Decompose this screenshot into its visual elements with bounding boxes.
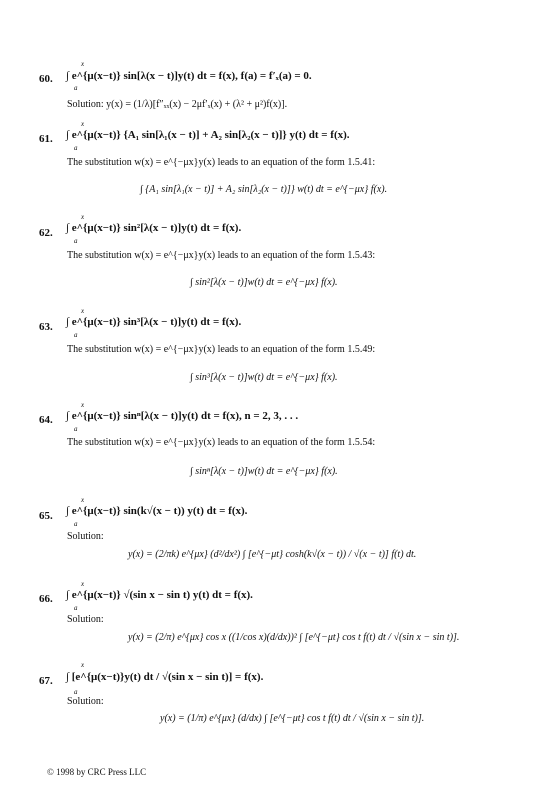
upper-limit: x bbox=[81, 120, 85, 128]
display-equation: ∫ sin²[λ(x − t)]w(t) dt = e^{−μx} f(x). bbox=[190, 277, 338, 288]
display-equation: ∫ sin³[λ(x − t)]w(t) dt = e^{−μx} f(x). bbox=[190, 372, 338, 383]
copyright-footer: © 1998 by CRC Press LLC bbox=[47, 767, 147, 777]
display-equation: ∫ {A₁ sin[λ₁(x − t)] + A₂ sin[λ₂(x − t)]} w(t) dt = e^{−μx} f(x). bbox=[140, 184, 388, 195]
lower-limit: a bbox=[74, 144, 78, 152]
lower-limit: a bbox=[74, 84, 78, 92]
upper-limit: x bbox=[81, 213, 85, 221]
display-equation: y(x) = (2/π) e^{μx} cos x ((1/cos x)(d/dx))² ∫ [e^{−μt} cos t f(t) dt / √(sin x − sin t)]. bbox=[128, 632, 460, 643]
solution-label: Solution: bbox=[67, 531, 104, 542]
equation-number: 64. bbox=[39, 414, 53, 426]
equation-number: 61. bbox=[39, 133, 53, 145]
equation-formula: ∫ e^{μ(x−t)} √(sin x − sin t) y(t) dt = f(x). bbox=[66, 589, 253, 601]
substitution-text: The substitution w(x) = e^{−μx}y(x) leads to an equation of the form 1.5.43: bbox=[67, 250, 376, 261]
equation-formula: ∫ [e^{μ(x−t)}y(t) dt / √(sin x − sin t)] = f(x). bbox=[66, 671, 264, 683]
lower-limit: a bbox=[74, 688, 78, 696]
lower-limit: a bbox=[74, 237, 78, 245]
lower-limit: a bbox=[74, 604, 78, 612]
equation-formula: ∫ e^{μ(x−t)} sin(k√(x − t)) y(t) dt = f(x). bbox=[66, 505, 248, 517]
lower-limit: a bbox=[74, 520, 78, 528]
solution-label: Solution: bbox=[67, 614, 104, 625]
equation-formula: ∫ e^{μ(x−t)} sin²[λ(x − t)]y(t) dt = f(x). bbox=[66, 222, 242, 234]
lower-limit: a bbox=[74, 425, 78, 433]
solution-line: Solution: y(x) = (1/λ)[f″ₓₓ(x) − 2μf′ₓ(x) + (λ² + μ²)f(x)]. bbox=[67, 99, 288, 110]
equation-formula: ∫ e^{μ(x−t)} sin³[λ(x − t)]y(t) dt = f(x). bbox=[66, 316, 242, 328]
equation-formula: ∫ e^{μ(x−t)} sinⁿ[λ(x − t)]y(t) dt = f(x), n = 2, 3, . . . bbox=[66, 410, 299, 422]
equation-number: 67. bbox=[39, 675, 53, 687]
substitution-text: The substitution w(x) = e^{−μx}y(x) leads to an equation of the form 1.5.41: bbox=[67, 157, 376, 168]
upper-limit: x bbox=[81, 401, 85, 409]
display-equation: y(x) = (2/πk) e^{μx} (d²/dx²) ∫ [e^{−μt} cosh(k√(x − t)) / √(x − t)] f(t) dt. bbox=[128, 549, 417, 560]
equation-number: 66. bbox=[39, 593, 53, 605]
upper-limit: x bbox=[81, 661, 85, 669]
equation-formula: ∫ e^{μ(x−t)} sin[λ(x − t)]y(t) dt = f(x), f(a) = f′ₓ(a) = 0. bbox=[66, 70, 312, 82]
equation-number: 60. bbox=[39, 73, 53, 85]
upper-limit: x bbox=[81, 60, 85, 68]
upper-limit: x bbox=[81, 580, 85, 588]
display-equation: y(x) = (1/π) e^{μx} (d/dx) ∫ [e^{−μt} cos t f(t) dt / √(sin x − sin t)]. bbox=[160, 713, 425, 724]
lower-limit: a bbox=[74, 331, 78, 339]
substitution-text: The substitution w(x) = e^{−μx}y(x) leads to an equation of the form 1.5.49: bbox=[67, 344, 376, 355]
equation-number: 62. bbox=[39, 227, 53, 239]
equation-number: 65. bbox=[39, 510, 53, 522]
substitution-text: The substitution w(x) = e^{−μx}y(x) leads to an equation of the form 1.5.54: bbox=[67, 437, 376, 448]
upper-limit: x bbox=[81, 307, 85, 315]
equation-number: 63. bbox=[39, 321, 53, 333]
solution-label: Solution: bbox=[67, 696, 104, 707]
display-equation: ∫ sinⁿ[λ(x − t)]w(t) dt = e^{−μx} f(x). bbox=[190, 466, 338, 477]
equation-formula: ∫ e^{μ(x−t)} {A₁ sin[λ₁(x − t)] + A₂ sin[λ₂(x − t)]} y(t) dt = f(x). bbox=[66, 129, 350, 141]
upper-limit: x bbox=[81, 496, 85, 504]
